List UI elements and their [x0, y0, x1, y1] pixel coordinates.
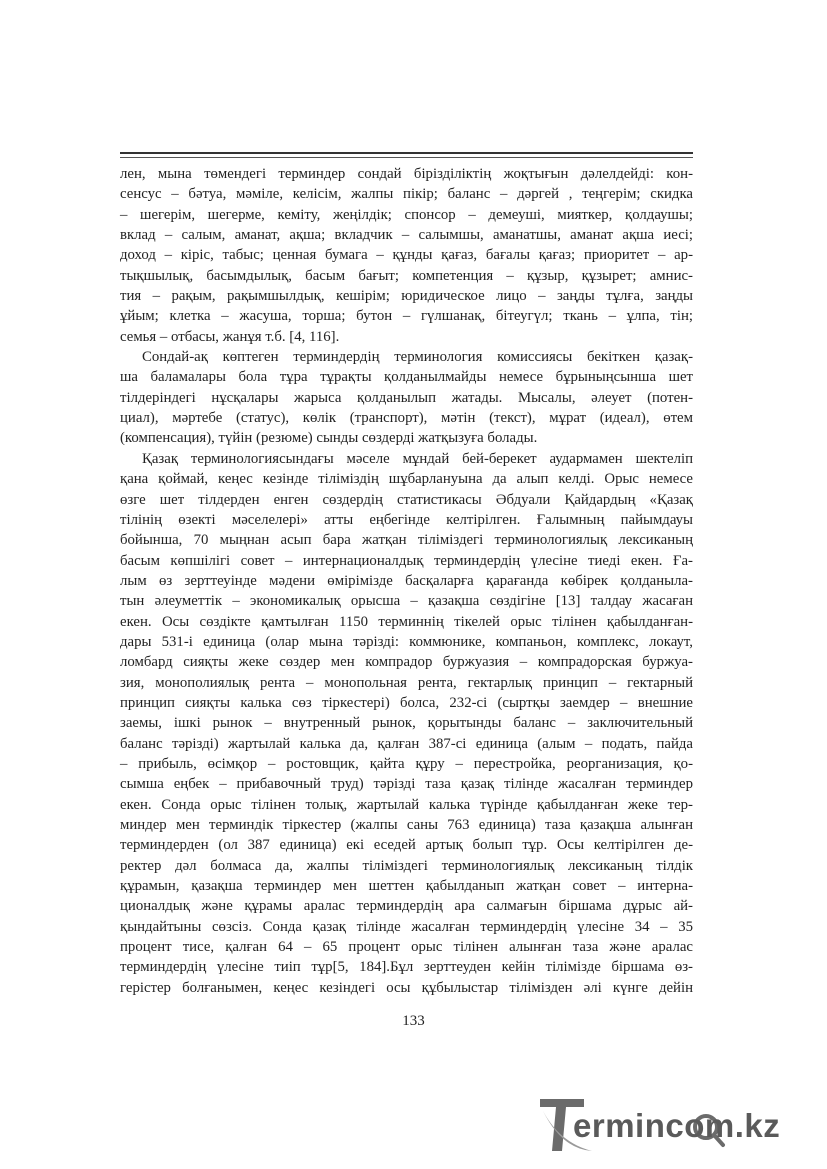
text-line: вклад – салым, аманат, ақша; вкладчик – салымшы, аманатшы, аманат ақша иесі; [120, 227, 693, 244]
text-line: – шегерім, шегерме, кеміту, жеңілдік; спонсор – демеуші, мияткер, қолдаушы; [120, 206, 693, 223]
text-line: терминдердің үлесіне тиіп тұр[5, 184].Бұл зерттеуден кейін тілімізде біршама өз- [120, 959, 693, 976]
text-line: екен. Осы сөздікте қамтылған 1150 терминнің тікелей орыс тілінен қабылданған- [120, 613, 693, 630]
header-rule-thick [120, 152, 693, 154]
logo-text: ermincom.kz [573, 1107, 781, 1144]
text-line: тын əлеуметтік – экономикалық орысша – қазақша сөздігіне [13] талдау жасаған [120, 593, 693, 610]
text-line: циал), мəртебе (статус), көлік (транспорт), мəтін (текст), мұрат (идеал), өтем [120, 410, 693, 427]
text-line: герістер болғанымен, кеңес кезіндегі осы құбылыстар тілімізден əлі күнге дейін [120, 979, 693, 996]
body-text [120, 164, 693, 998]
text-line: ша баламалары бола тұра тұрақты қолданылмайды немесе бұрыныңсынша шет [120, 369, 693, 386]
text-line: өзге шет тілдерден енген сөздердің статистикасы Əбдуали Қайдардың «Қазақ [120, 491, 693, 508]
text-line: сенсус – бəтуа, мəміле, келісім, жалпы пікір; баланс – дəргей , теңгерім; скидка [120, 186, 693, 203]
page-number: 133 [402, 1013, 425, 1029]
text-line: тілінің өзекті мəселелері» атты еңбегінде келтірілген. Ғалымның пайымдауы [120, 511, 693, 528]
text-line: Сондай-ақ көптеген терминдердің терминология комиссиясы бекіткен қазақ- [142, 349, 693, 366]
text-line: (компенсация), түйін (резюме) сынды сөздерді жатқызуға болады. [120, 430, 538, 447]
text-line: принцип сияқты калька сөз тіркестері) болса, 232-сі (сыртқы заемдер – внешние [120, 694, 693, 711]
text-line: заемы, ішкі рынок – внутренный рынок, қорытынды баланс – заключительный [120, 715, 693, 732]
termincom-logo [540, 1093, 810, 1157]
text-line: зия, монополиялық рента – монопольная рента, гектарлық принцип – гектарный [120, 674, 693, 691]
text-line: процент тисе, қалған 64 – 65 процент орыс тілінен алынған таза жəне аралас [120, 939, 693, 956]
text-line: дары 531-і единица (олар мына тəрізді: коммюнике, компаньон, комплекс, локаут, [120, 633, 693, 650]
text-line: сымша еңбек – прибавочный труд) тəрізді таза қазақ тілінде жасалған терминдер [120, 776, 693, 793]
text-line: құрамын, қазақша терминдер мен шеттен қабылданып жатқан совет – интерна- [120, 878, 693, 895]
text-line: бойынша, 70 мыңнан асып бара жатқан тіліміздегі терминологиялық лексиканың [120, 532, 693, 549]
text-line: ломбард сияқты жеке сөздер мен компрадор буржуазия – компрадорская буржуа- [120, 654, 693, 671]
text-line: доход – кіріс, табыс; ценная бумага – құнды қағаз, бағалы қағаз; приоритет – ар- [120, 247, 693, 264]
text-line: екен. Сонда орыс тілінен толық, жартылай калька түрінде қабылданған жеке тер- [120, 796, 693, 813]
text-line: лым өз зерттеуінде мəдени өмірімізде басқаларға қарағанда көбірек қолданыла- [120, 572, 693, 589]
text-line: миндер мен терминдік тіркестер (жалпы саны 763 единица) таза қазақша алынған [120, 817, 693, 833]
text-line: – прибыль, өсімқор – ростовщик, қайта құру – перестройка, реорганизация, қо- [120, 755, 693, 772]
text-line: қындайтыны сөзсіз. Сонда қазақ тілінде жасалған терминдердің үлесіне 34 – 35 [120, 918, 693, 935]
text-line: Қазақ терминологиясындағы мəселе мұндай бей-берекет аудармамен шектеліп [142, 450, 693, 467]
text-line: тия – рақым, рақымшылдық, кешірім; юридическое лицо – заңды тұлға, заңды [120, 288, 693, 305]
text-line: баланс тəрізді) жартылай калька да, қалған 387-сі единица (алым – подать, пайда [120, 735, 693, 752]
text-line: тықшылық, басымдылық, басым бағыт; компетенция – құзыр, құзырет; амнис- [120, 267, 693, 284]
text-line: тілдеріндегі нұсқалары жарыса қолданылып жатады. Мысалы, əлеует (потен- [120, 389, 693, 406]
text-line: терминдерден (ол 387 единица) екі еседей артық болып тұр. Осы келтірілген де- [120, 837, 693, 854]
text-line: басым көпшілігі совет – интернационалдық терминдердің үлесіне тиеді екен. Ға- [120, 552, 693, 569]
text-line: ректер дəл болмаса да, жалпы тіліміздегі терминологиялық лексиканың тілдік [120, 857, 693, 874]
text-line: семья – отбасы, жанұя т.б. [4, 116]. [120, 328, 340, 345]
header-rule-thin [120, 157, 693, 158]
text-line: ұйым; клетка – жасуша, торша; бутон – гүлшанақ, бітеугүл; ткань – ұлпа, тін; [120, 308, 693, 325]
text-line: қана қоймай, кеңес кезінде тіліміздің шұбарлануына да алып келді. Орыс немесе [120, 471, 693, 488]
text-line: лен, мына төмендегі терминдер сондай бірізділіктің жоқтығын дəлелдейді: кон- [120, 166, 693, 182]
text-line: ционалдық жəне құрамы аралас терминдердің ара салмағын біршама дұрыс ай- [120, 898, 693, 915]
